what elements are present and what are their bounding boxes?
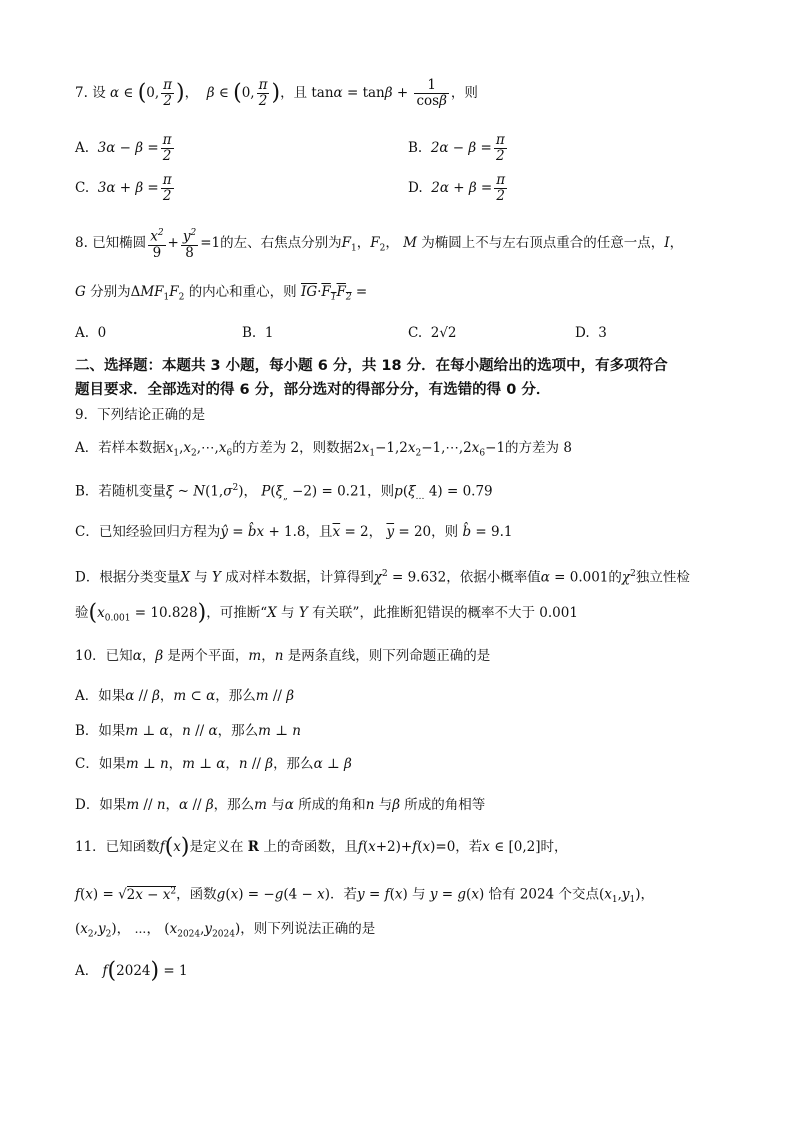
q7-stem: 7. 设 α ∈ (0, $\frac{\pi}{2}$ )， β ∈ (0, $\frac{\pi}{2}$ )，且 tanα = tanβ + $\frac{1}{\cos\beta}$ ，则 — [75, 77, 478, 109]
q8-option-a[interactable]: A. 0 — [75, 325, 107, 341]
q10-option-a[interactable]: A．如果α // β，m ⊂ α，那么m // β — [75, 688, 295, 704]
section2-heading-line2: 题目要求．全部选对的得 6 分，部分选对的得部分分，有选错的得 0 分． — [75, 382, 551, 398]
q9-stem: 9．下列结论正确的是 — [75, 407, 206, 423]
q8-stem-line1: 8. 已知椭圆 $\frac{x^2}{9}$ + $\frac{y^2}{8}$ =1的左、右焦点分别为$F_1$，$F_2$， M 为椭圆上不与左右顶点重合的任意一点，I， — [75, 228, 684, 261]
q11-stem-line2: $f(x) = √2x - x^2$，函数g(x) = −g(4 − x)．若y = f(x) 与 y = g(x) 恰有 2024 个交点$(x_1,y_1)$， — [75, 886, 655, 906]
q9-option-c[interactable]: C．已知经验回归方程为ŷ = b̂x + 1.8，且$\overline{x} = 2$， $\overline{y} = 20$，则 b̂ = 9.1 — [75, 524, 513, 540]
q10-option-b[interactable]: B．如果m ⊥ α，n // α，那么m ⊥ n — [75, 723, 301, 739]
q8-option-c[interactable]: C. 2√2 — [408, 325, 457, 341]
section2-heading-line1: 二、选择题：本题共 3 小题，每小题 6 分，共 18 分．在每小题给出的选项中，有多项符合 — [75, 358, 668, 374]
q10-stem: 10．已知α，β 是两个平面，m，n 是两条直线，则下列命题正确的是 — [75, 648, 491, 664]
q10-option-c[interactable]: C．如果m ⊥ n，m ⊥ α，n // β，那么α ⊥ β — [75, 756, 352, 772]
q8-option-d[interactable]: D. 3 — [575, 325, 607, 341]
q7-option-a[interactable]: A. 3α − β = $\frac{\pi}{2}$ — [75, 132, 172, 164]
q8-stem-line2: G 分别为$\Delta MF_1F_2$ 的内心和重心，则 $\overline{IG}\cdot F_1F_2$ = — [75, 284, 368, 303]
q7-option-d[interactable]: D. 2α + β = $\frac{\pi}{2}$ — [408, 172, 506, 204]
q11-option-a[interactable]: A． f(2024) = 1 — [75, 958, 188, 984]
q9-option-b[interactable]: B．若随机变量ξ ~ $N(1,\sigma^2)$， $P(\xi_„ -2) = 0.21$，则$p(\xi_\dots$ 4) = 0.79 — [75, 483, 493, 503]
q11-stem-line3: $(x_2,y_2)$， ⋯， $(x_{2024},y_{2024})$，则下列说法正确的是 — [75, 921, 376, 940]
q10-option-d[interactable]: D．如果m // n，α // β，那么m 与α 所成的角和n 与β 所成的角相等 — [75, 797, 486, 813]
q7-option-b[interactable]: B. 2α − β = $\frac{\pi}{2}$ — [408, 132, 505, 164]
q8-option-b[interactable]: B. 1 — [242, 325, 274, 341]
q9-option-d-line2: 验$(x_{0.001} = 10.828)$，可推断“X 与 Y 有关联”，此推断犯错误的概率不大于 0.001 — [75, 600, 578, 626]
q11-stem-line1: 11．已知函数f(x)是定义在 R 上的奇函数，且f(x+2)+f(x)=0，若x ∈ [0,2]时， — [75, 834, 568, 860]
q7-option-c[interactable]: C. 3α + β = $\frac{\pi}{2}$ — [75, 172, 172, 204]
q9-option-d-line1[interactable]: D．根据分类变量X 与 Y 成对样本数据，计算得到$\chi^2 = 9.632$，依据小概率值α = 0.001的$\chi^2$独立性检 — [75, 569, 690, 586]
q9-option-a[interactable]: A．若样本数据$x_1,x_2,\cdots,x_6$的方差为 2，则数据$2x_1-1,2x_2-1,\cdots,2x_6-1$的方差为 8 — [75, 440, 572, 459]
